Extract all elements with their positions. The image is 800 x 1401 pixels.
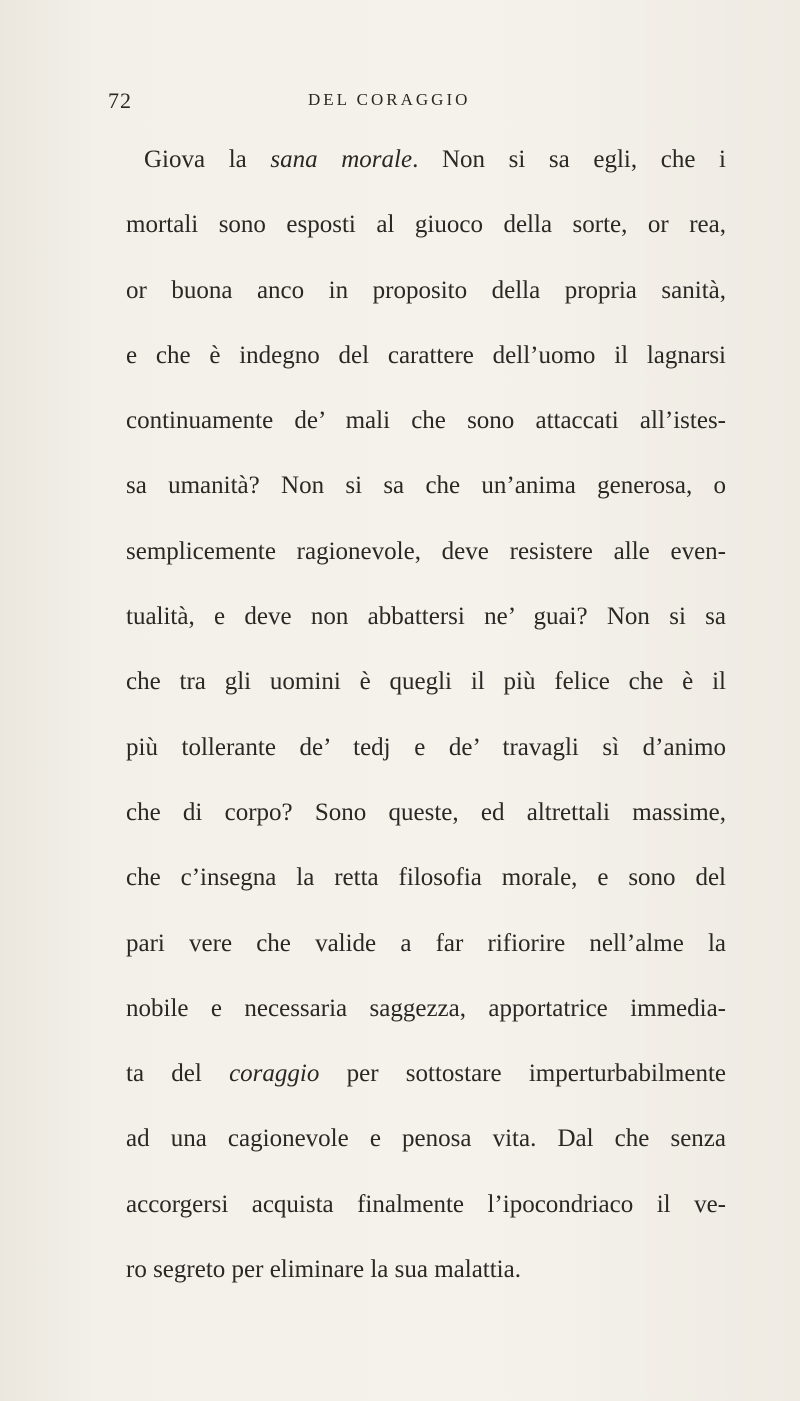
text-segment: semplicemente ragionevole, deve resistere alle even- bbox=[126, 537, 726, 565]
text-segment: tualità, e deve non abbattersi ne’ guai? Non si sa bbox=[126, 603, 726, 631]
text-segment: ta del bbox=[126, 1060, 230, 1088]
text-segment: che tra gli uomini è quegli il più felice che è il bbox=[126, 668, 726, 696]
running-title: DEL CORAGGIO bbox=[308, 90, 471, 109]
text-segment: che c’insegna la retta filosofia morale, e sono del bbox=[126, 864, 726, 892]
text-segment: ro segreto per eliminare la sua malattia. bbox=[126, 1256, 521, 1284]
text-line bbox=[126, 728, 726, 793]
text-line bbox=[126, 336, 726, 401]
text-segment: per sottostare imperturbabilmente bbox=[319, 1060, 726, 1088]
text-segment: più tollerante de’ tedj e de’ travagli sì d’animo bbox=[126, 733, 726, 761]
text-line bbox=[126, 466, 726, 531]
text-segment: . Non si sa egli, che i bbox=[412, 146, 726, 173]
text-segment: ad una cagionevole e penosa vita. Dal che senza bbox=[126, 1125, 726, 1153]
text-line bbox=[126, 662, 726, 727]
body-text bbox=[126, 140, 726, 1315]
text-line bbox=[126, 793, 726, 858]
text-segment: or buona anco in proposito della propria sanità, bbox=[126, 276, 726, 304]
text-line bbox=[126, 205, 726, 270]
text-line bbox=[126, 1250, 726, 1315]
text-line bbox=[126, 532, 726, 597]
text-segment: mortali sono esposti al giuoco della sorte, or rea, bbox=[126, 211, 726, 239]
text-line bbox=[126, 271, 726, 336]
page-number: 72 bbox=[108, 88, 132, 113]
text-line bbox=[126, 858, 726, 923]
text-segment: che di corpo? Sono queste, ed altrettali massime, bbox=[126, 798, 726, 826]
text-line bbox=[126, 924, 726, 989]
text-line bbox=[126, 140, 726, 205]
text-segment: Giova la bbox=[144, 146, 271, 173]
text-segment: nobile e necessaria saggezza, apportatrice immedia- bbox=[126, 994, 726, 1022]
text-line bbox=[126, 1054, 726, 1119]
text-segment: pari vere che valide a far rifiorire nell’alme la bbox=[126, 929, 726, 957]
text-segment: e che è indegno del carattere dell’uomo il lagnarsi bbox=[126, 341, 726, 369]
text-line bbox=[126, 1185, 726, 1250]
italic-text: sana morale bbox=[270, 146, 413, 173]
text-line bbox=[126, 401, 726, 466]
text-line bbox=[126, 989, 726, 1054]
italic-text: coraggio bbox=[229, 1060, 320, 1088]
text-segment: sa umanità? Non si sa che un’anima generosa, o bbox=[126, 472, 726, 500]
text-segment: continuamente de’ mali che sono attaccati all’istes- bbox=[126, 407, 726, 435]
running-head bbox=[108, 88, 708, 118]
text-line bbox=[126, 1119, 726, 1184]
text-segment: accorgersi acquista finalmente l’ipocondriaco il ve- bbox=[126, 1190, 726, 1218]
text-line bbox=[126, 597, 726, 662]
